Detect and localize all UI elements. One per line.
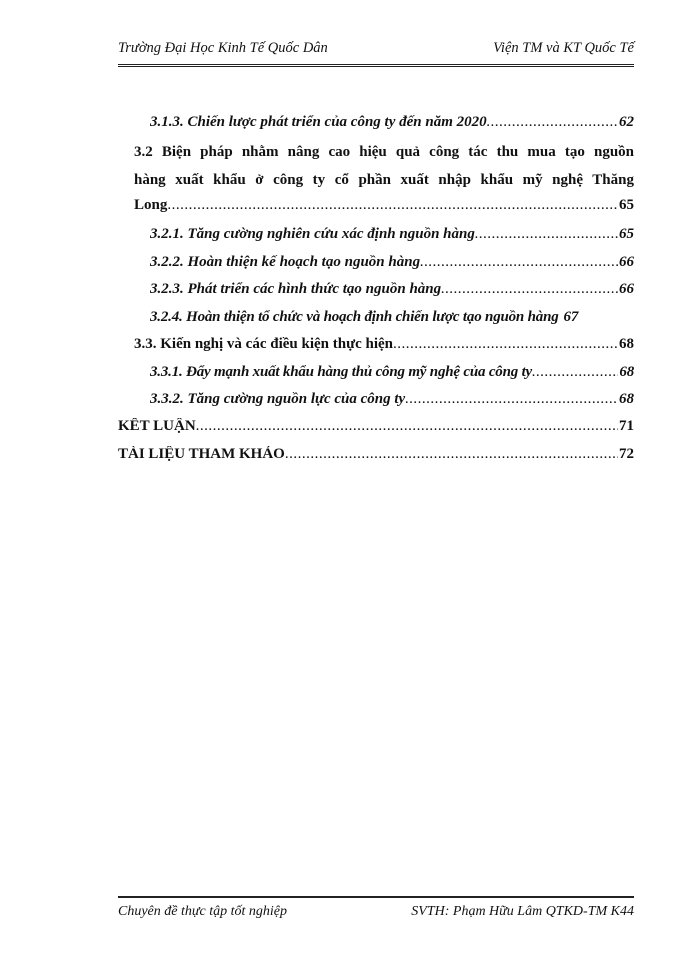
- toc-entry-3-2-4[interactable]: 3.2.4. Hoàn thiện tổ chức và hoạch định chiến lược tạo nguồn hàng 67: [150, 309, 579, 325]
- footer-student: SVTH: Phạm Hữu Lâm QTKD-TM K44: [411, 904, 634, 919]
- toc-page-number: 65: [619, 226, 634, 242]
- toc-page-number: 66: [619, 254, 634, 270]
- footer-report-title: Chuyên đề thực tập tốt nghiệp: [118, 904, 287, 919]
- toc-leader: [487, 114, 618, 131]
- toc-entry-3-1-3[interactable]: 3.1.3. Chiến lược phát triển của công ty đến năm 2020 ..... 62: [150, 114, 634, 131]
- toc-page-number: 68: [619, 391, 634, 407]
- toc-entry-3-2-line1[interactable]: 3.2 Biện pháp nhằm nâng cao hiệu quả công tác thu mua tạo nguồn: [134, 144, 634, 160]
- header-university: Trường Đại Học Kinh Tế Quốc Dân: [118, 40, 328, 56]
- page-footer: [118, 896, 634, 919]
- toc-entry-ket-luan[interactable]: KẾT LUẬN ..... 71: [118, 418, 634, 435]
- toc-entry-3-2-2[interactable]: 3.2.2. Hoàn thiện kế hoạch tạo nguồn hàng ..... 66: [150, 254, 634, 271]
- toc-entry-3-2-1[interactable]: 3.2.1. Tăng cường nghiên cứu xác định nguồn hàng ..... 65: [150, 226, 634, 243]
- toc-page-number: 72: [619, 446, 634, 462]
- toc-leader: [405, 391, 618, 408]
- toc-leader: [196, 418, 618, 435]
- toc-entry-3-3[interactable]: 3.3. Kiến nghị và các điều kiện thực hiện ..... 68: [134, 336, 634, 353]
- toc-page-number: 68: [619, 364, 634, 380]
- toc-page-number: 67: [563, 309, 579, 325]
- toc-entry-3-2-line2[interactable]: hàng xuất khẩu ở công ty cổ phần xuất nhập khẩu mỹ nghệ Thăng: [134, 172, 634, 188]
- toc-leader: [475, 226, 618, 243]
- toc-entry-3-3-1[interactable]: 3.3.1. Đẩy mạnh xuất khẩu hàng thủ công mỹ nghệ của công ty ..... 68: [150, 364, 634, 381]
- toc-leader: [167, 197, 618, 214]
- toc-entry-3-2-3[interactable]: 3.2.3. Phát triển các hình thức tạo nguồn hàng ..... 66: [150, 281, 634, 298]
- toc-page-number: 65: [619, 197, 634, 213]
- header-institute: Viện TM và KT Quốc Tế: [493, 40, 634, 56]
- page-header: [118, 38, 634, 67]
- toc-entry-3-2-line3[interactable]: Long ..... 65: [134, 197, 634, 214]
- toc-leader: [441, 281, 618, 298]
- toc-entry-tai-lieu-tham-khao[interactable]: TÀI LIỆU THAM KHẢO ..... 72: [118, 446, 634, 463]
- toc-leader: [420, 254, 618, 271]
- toc-page-number: 68: [619, 336, 634, 352]
- toc-page-number: 71: [619, 418, 634, 434]
- toc-page-number: 62: [619, 114, 634, 130]
- toc-leader: [393, 336, 618, 353]
- toc-page-number: 66: [619, 281, 634, 297]
- toc-entry-3-3-2[interactable]: 3.3.2. Tăng cường nguồn lực của công ty ..... 68: [150, 391, 634, 408]
- toc-leader: [285, 446, 618, 463]
- toc-leader: [532, 364, 618, 381]
